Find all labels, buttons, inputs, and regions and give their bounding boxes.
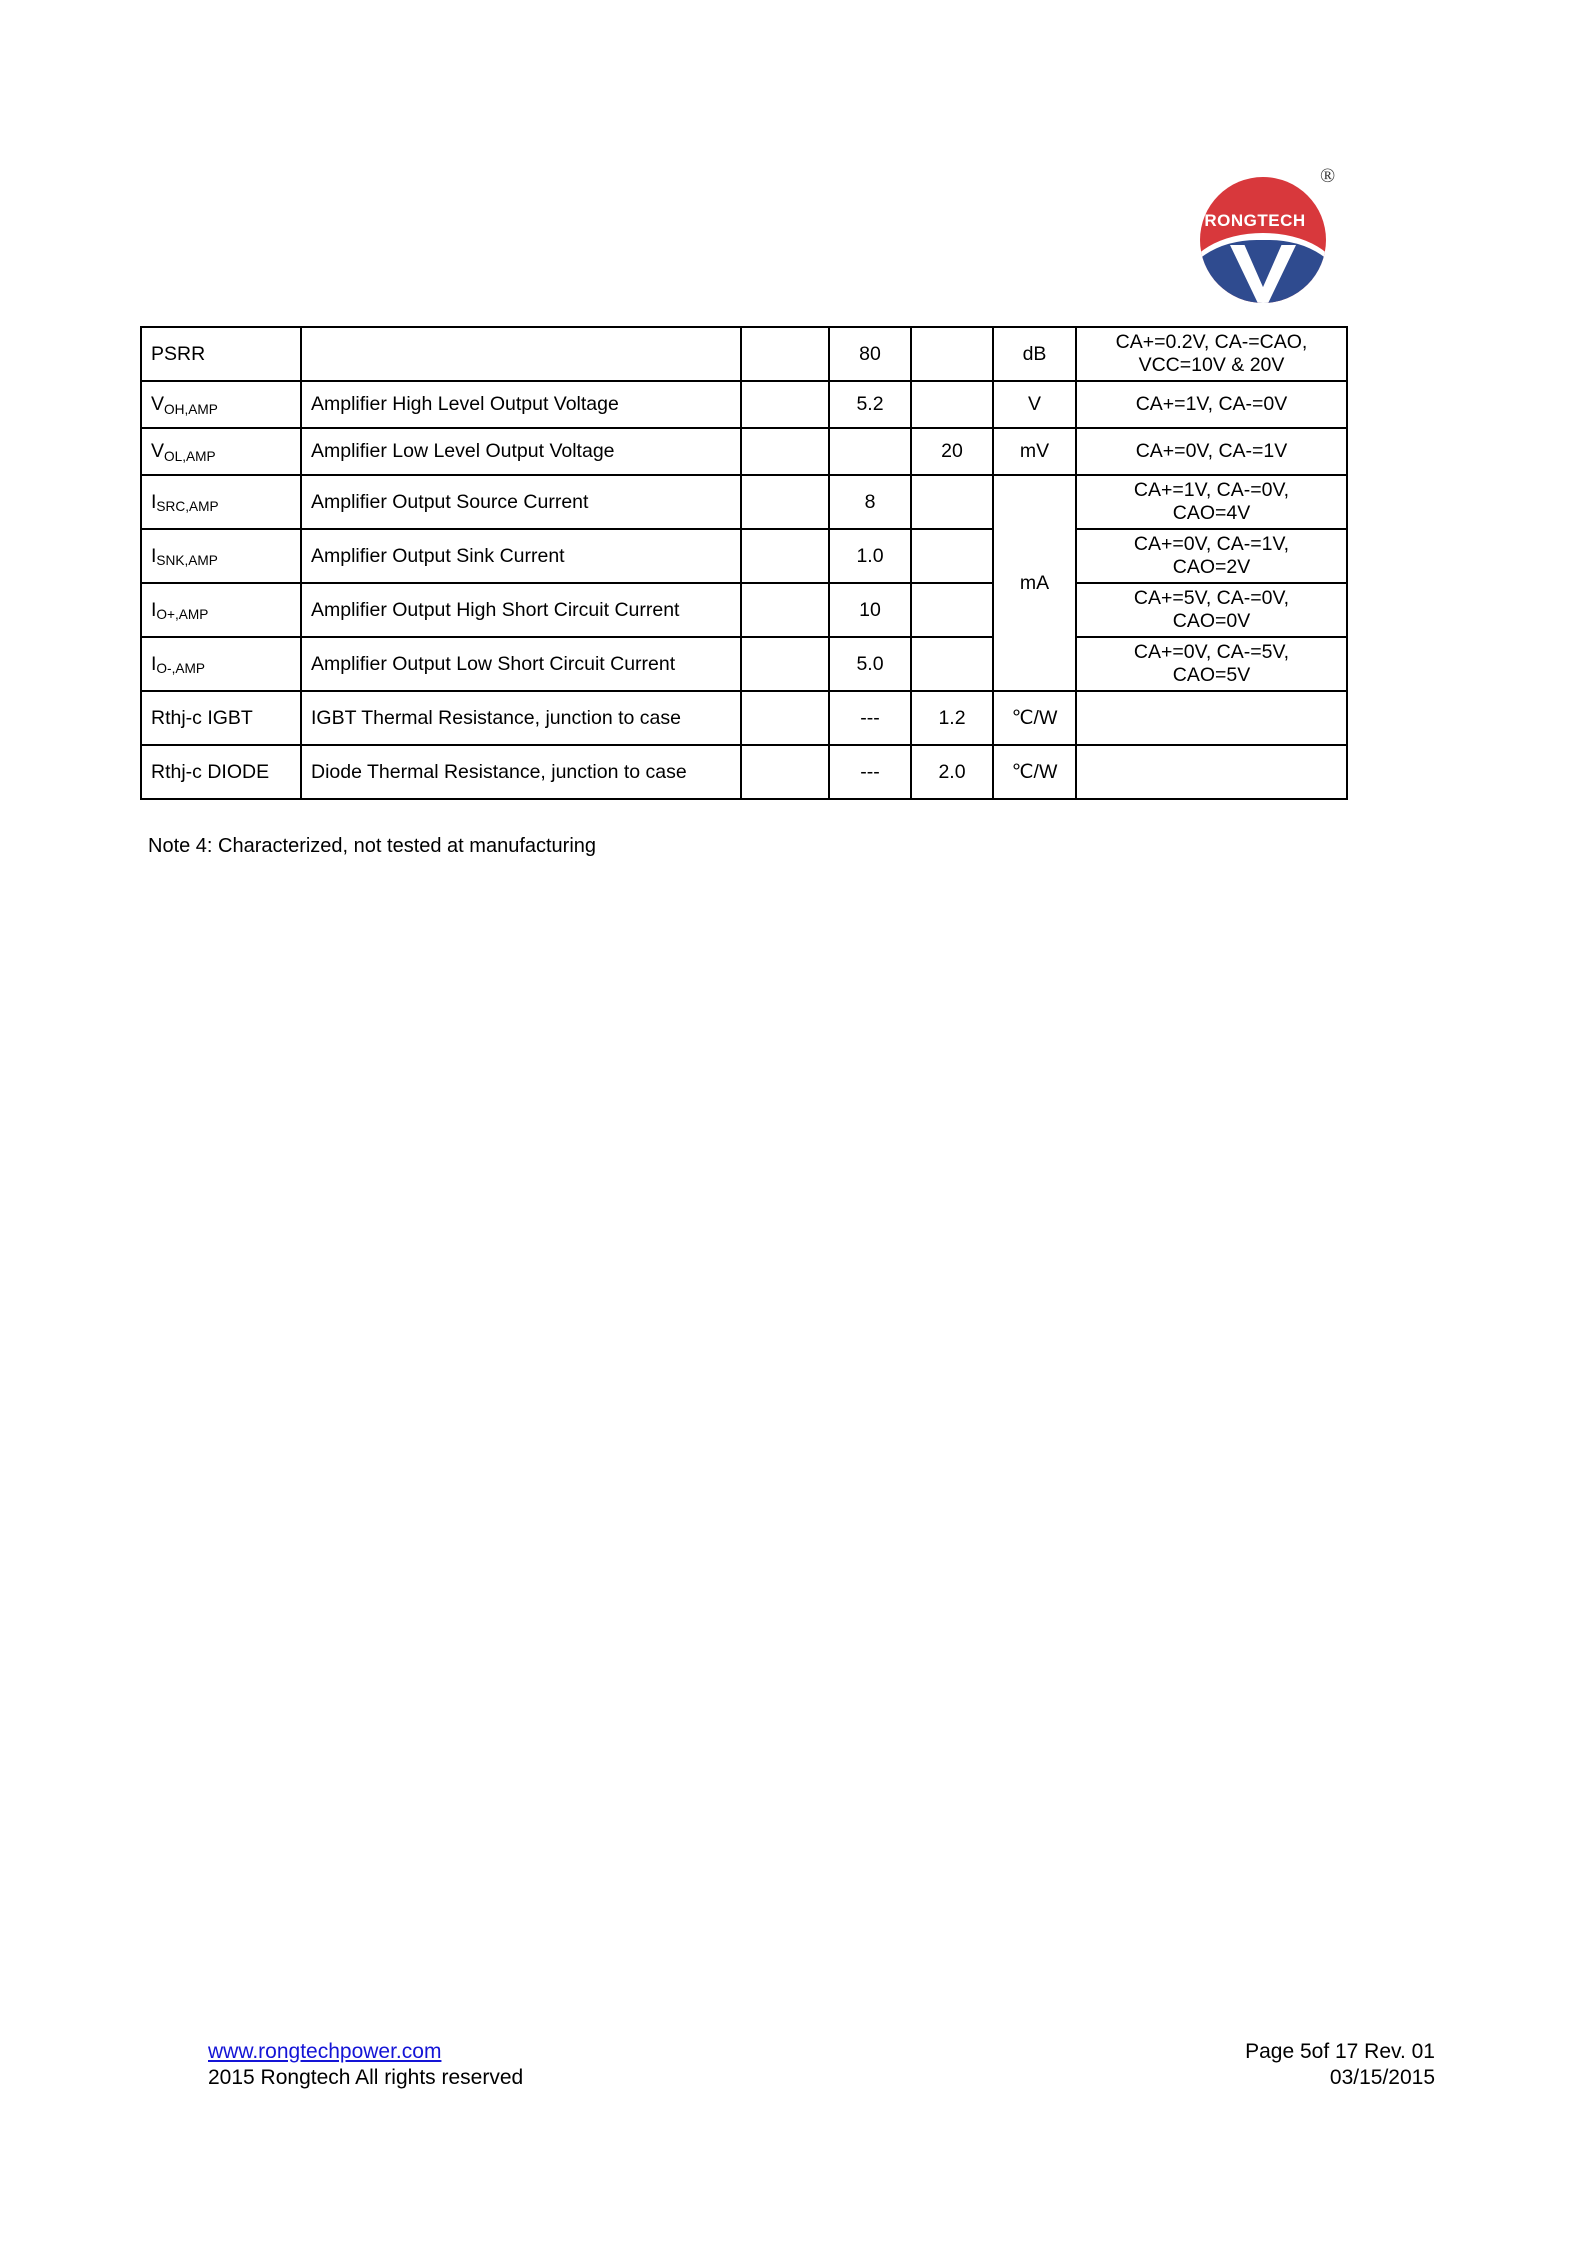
row-typ: 5.0: [829, 637, 911, 691]
symbol-subscript: O-,AMP: [156, 661, 205, 677]
symbol-base: V: [151, 440, 165, 462]
row-symbol: [141, 529, 301, 583]
row-typ: 10: [829, 583, 911, 637]
registered-trademark-icon: ®: [1320, 165, 1336, 187]
condition-line-1: CA+=0V, CA-=1V,: [1133, 533, 1290, 555]
row-min: [741, 583, 829, 637]
symbol-subscript: OH,AMP: [164, 401, 218, 417]
symbol-subscript: OL,AMP: [164, 448, 216, 464]
row-condition: CA+=0V, CA-=1V: [1076, 428, 1347, 475]
row-condition: [1076, 745, 1347, 799]
row-max: [911, 583, 993, 637]
company-logo: [1192, 165, 1352, 295]
row-symbol: [141, 637, 301, 691]
condition-line-2: CAO=2V: [1172, 556, 1251, 578]
symbol-base: I: [151, 490, 157, 513]
table-row: [141, 691, 1347, 745]
symbol-subscript: O+,AMP: [156, 607, 209, 623]
row-condition: [1076, 327, 1347, 381]
table-row: [141, 637, 1347, 691]
symbol-subscript: SNK,AMP: [156, 553, 218, 569]
footer-right-block: [1245, 2040, 1435, 2090]
symbol-base: PSRR: [151, 342, 206, 365]
row-description: Amplifier Output Low Short Circuit Current: [301, 637, 741, 691]
row-unit-merged-mA: mA: [993, 475, 1076, 691]
table-row: [141, 529, 1347, 583]
row-typ: [829, 428, 911, 475]
row-condition: [1076, 475, 1347, 529]
table-row: [141, 327, 1347, 381]
table-row: [141, 583, 1347, 637]
company-website-link[interactable]: www.rongtechpower.com: [208, 2040, 442, 2063]
condition-line-1: CA+=0.2V, CA-=CAO,: [1115, 331, 1308, 353]
symbol-base: I: [151, 652, 157, 675]
row-min: [741, 745, 829, 799]
row-min: [741, 428, 829, 475]
page-number-text: Page 5of 17 Rev. 01: [1245, 2040, 1435, 2063]
row-condition: CA+=1V, CA-=0V: [1076, 381, 1347, 428]
row-symbol: [141, 428, 301, 475]
row-typ: 8: [829, 475, 911, 529]
row-typ: 5.2: [829, 381, 911, 428]
row-max: [911, 381, 993, 428]
row-min: [741, 475, 829, 529]
symbol-base: I: [151, 544, 157, 567]
symbol-subscript: SRC,AMP: [156, 499, 219, 515]
revision-date-text: 03/15/2015: [1329, 2066, 1435, 2089]
symbol-base: V: [151, 393, 165, 415]
row-max: [911, 637, 993, 691]
row-symbol: [141, 327, 301, 381]
row-typ: 80: [829, 327, 911, 381]
row-min: [741, 691, 829, 745]
row-unit: ℃/W: [993, 691, 1076, 745]
table-row: [141, 745, 1347, 799]
table-body: [141, 327, 1347, 799]
row-min: [741, 381, 829, 428]
row-description: IGBT Thermal Resistance, junction to case: [301, 691, 741, 745]
electrical-characteristics-table: [140, 326, 1348, 800]
row-description: Amplifier Output Sink Current: [301, 529, 741, 583]
logo-brand-text: RONGTECH: [1204, 211, 1306, 230]
row-symbol: Rthj-c IGBT: [141, 691, 301, 745]
row-unit: dB: [993, 327, 1076, 381]
row-symbol: [141, 381, 301, 428]
row-description: Amplifier Low Level Output Voltage: [301, 428, 741, 475]
condition-line-2: CAO=5V: [1172, 664, 1251, 686]
row-description: Amplifier High Level Output Voltage: [301, 381, 741, 428]
condition-line-1: CA+=5V, CA-=0V,: [1133, 587, 1290, 609]
table-row: [141, 475, 1347, 529]
row-min: [741, 637, 829, 691]
row-condition: [1076, 691, 1347, 745]
row-description: Diode Thermal Resistance, junction to case: [301, 745, 741, 799]
copyright-text: 2015 Rongtech All rights reserved: [208, 2066, 524, 2089]
row-max: 1.2: [911, 691, 993, 745]
table-row: [141, 428, 1347, 475]
row-unit: mV: [993, 428, 1076, 475]
row-typ: 1.0: [829, 529, 911, 583]
row-max: [911, 529, 993, 583]
row-symbol: Rthj-c DIODE: [141, 745, 301, 799]
row-symbol: [141, 475, 301, 529]
row-max: [911, 475, 993, 529]
row-description: Amplifier Output Source Current: [301, 475, 741, 529]
page-footer: [0, 2040, 1587, 2130]
condition-line-1: CA+=0V, CA-=5V,: [1133, 641, 1290, 663]
row-typ: ---: [829, 691, 911, 745]
logo-circle-shape: [1200, 177, 1326, 303]
table-note: Note 4: Characterized, not tested at manufacturing: [148, 835, 597, 857]
row-condition: [1076, 637, 1347, 691]
row-unit: ℃/W: [993, 745, 1076, 799]
row-condition: [1076, 529, 1347, 583]
row-unit: V: [993, 381, 1076, 428]
row-symbol: [141, 583, 301, 637]
row-condition: [1076, 583, 1347, 637]
row-min: [741, 327, 829, 381]
row-description: [301, 327, 741, 381]
condition-line-2: VCC=10V & 20V: [1138, 354, 1285, 376]
row-min: [741, 529, 829, 583]
row-max: 2.0: [911, 745, 993, 799]
condition-line-2: CAO=0V: [1172, 610, 1251, 632]
symbol-base: I: [151, 598, 157, 621]
condition-line-1: CA+=1V, CA-=0V,: [1133, 479, 1290, 501]
row-typ: ---: [829, 745, 911, 799]
row-max: 20: [911, 428, 993, 475]
table-row: [141, 381, 1347, 428]
row-max: [911, 327, 993, 381]
condition-line-2: CAO=4V: [1172, 502, 1251, 524]
row-description: Amplifier Output High Short Circuit Current: [301, 583, 741, 637]
footer-left-block: [208, 2040, 523, 2090]
